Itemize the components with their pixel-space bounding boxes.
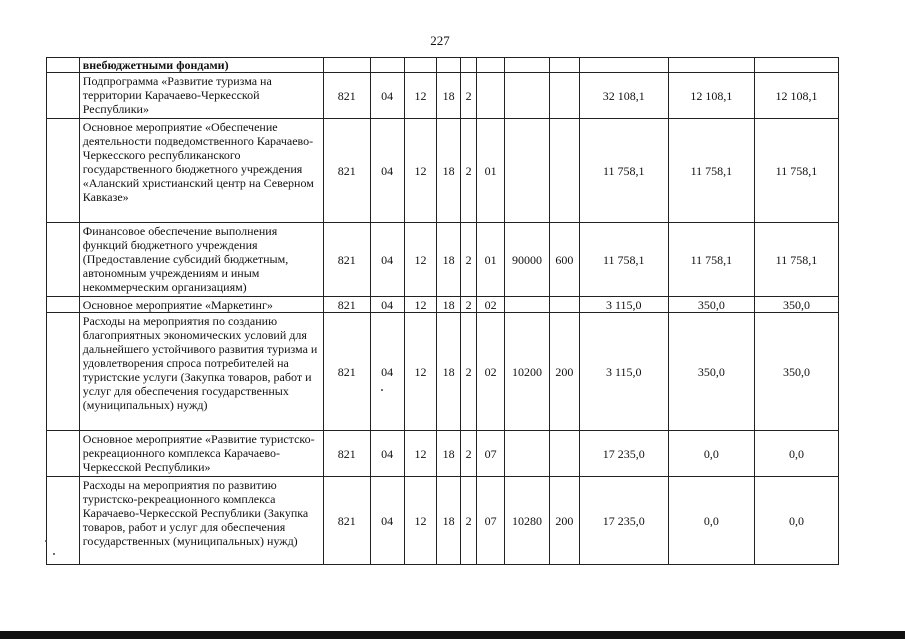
scan-speck [381,389,383,391]
row-name: Финансовое обеспечение выполнения функций бюджетного учреждения (Предоставление субсидий бюджетным, автономным учреждениям и иным некоммерческим организациям) [79,223,323,297]
program-code: 18 [437,119,461,223]
amount-year-1: 3 115,0 [579,313,668,431]
expense-type-code [550,119,580,223]
subprogram-code: 2 [460,477,476,565]
ministry-code: 821 [323,431,370,477]
blank-cell [47,477,80,565]
row-name: внебюджетными фондами) [79,58,323,73]
subsection-code: 12 [404,223,437,297]
table-row [47,297,839,313]
blank-cell [47,297,80,313]
amount-year-1: 11 758,1 [579,119,668,223]
expense-type-code: 600 [550,223,580,297]
row-name: Основное мероприятие «Маркетинг» [79,297,323,313]
ministry-code: 821 [323,119,370,223]
expense-type-code [550,297,580,313]
amount-year-2: 11 758,1 [668,223,754,297]
ministry-code: 821 [323,297,370,313]
amount-year-3: 11 758,1 [754,223,838,297]
amount-year-2 [668,58,754,73]
amount-year-1: 17 235,0 [579,477,668,565]
program-code: 18 [437,477,461,565]
subsection-code: 12 [404,313,437,431]
blank-cell [47,119,80,223]
section-code: 04 [370,73,404,119]
subprogram-code [460,58,476,73]
program-code: 18 [437,223,461,297]
section-code [370,58,404,73]
ministry-code: 821 [323,223,370,297]
subprogram-code: 2 [460,313,476,431]
program-code: 18 [437,313,461,431]
row-name: Расходы на мероприятия по созданию благоприятных экономических условий для дальнейшего устойчивого развития туризма и удовлетворения спроса потребителей на туристские услуги (Закупка товаров, работ и услуг для обеспечения государственных (муниципальных) нужд) [79,313,323,431]
section-code: 04 [370,297,404,313]
amount-year-1: 3 115,0 [579,297,668,313]
activity-code: 01 [477,119,505,223]
amount-year-1: 11 758,1 [579,223,668,297]
blank-cell [47,58,80,73]
amount-year-2: 0,0 [668,431,754,477]
table-row [47,73,839,119]
ministry-code: 821 [323,73,370,119]
section-code: 04 [370,477,404,565]
direction-code: 90000 [504,223,549,297]
activity-code [477,73,505,119]
row-name: Расходы на мероприятия по развитию туристско-рекреационного комплекса Карачаево-Черкесской Республики (Закупка товаров, работ и услуг для обеспечения государственных (муниципальных) нужд) [79,477,323,565]
subprogram-code: 2 [460,119,476,223]
direction-code: 10280 [504,477,549,565]
program-code: 18 [437,297,461,313]
amount-year-3: 350,0 [754,297,838,313]
section-code: 04 [370,313,404,431]
program-code: 18 [437,73,461,119]
amount-year-2: 350,0 [668,297,754,313]
amount-year-1 [579,58,668,73]
subprogram-code: 2 [460,297,476,313]
activity-code: 01 [477,223,505,297]
subsection-code [404,58,437,73]
subprogram-code: 2 [460,431,476,477]
amount-year-2: 11 758,1 [668,119,754,223]
row-name: Подпрограмма «Развитие туризма на территории Карачаево-Черкесской Республики» [79,73,323,119]
table-row [47,58,839,73]
activity-code [477,58,505,73]
direction-code [504,119,549,223]
direction-code [504,297,549,313]
amount-year-2: 0,0 [668,477,754,565]
subprogram-code: 2 [460,223,476,297]
amount-year-3: 0,0 [754,477,838,565]
amount-year-2: 12 108,1 [668,73,754,119]
program-code [437,58,461,73]
scan-speck [45,540,47,542]
activity-code: 02 [477,297,505,313]
expense-type-code [550,58,580,73]
expense-type-code [550,431,580,477]
subsection-code: 12 [404,477,437,565]
budget-table [46,57,839,565]
subsection-code: 12 [404,297,437,313]
expense-type-code: 200 [550,313,580,431]
blank-cell [47,313,80,431]
section-code: 04 [370,223,404,297]
amount-year-3: 11 758,1 [754,119,838,223]
direction-code [504,431,549,477]
subsection-code: 12 [404,119,437,223]
amount-year-3: 0,0 [754,431,838,477]
amount-year-2: 350,0 [668,313,754,431]
ministry-code: 821 [323,313,370,431]
amount-year-3: 12 108,1 [754,73,838,119]
ministry-code [323,58,370,73]
amount-year-1: 17 235,0 [579,431,668,477]
amount-year-1: 32 108,1 [579,73,668,119]
direction-code [504,73,549,119]
expense-type-code [550,73,580,119]
blank-cell [47,73,80,119]
subsection-code: 12 [404,73,437,119]
expense-type-code: 200 [550,477,580,565]
program-code: 18 [437,431,461,477]
direction-code: 10200 [504,313,549,431]
table-row [47,313,839,431]
scan-speck [53,553,55,555]
amount-year-3: 350,0 [754,313,838,431]
row-name: Основное мероприятие «Развитие туристско-рекреационного комплекса Карачаево-Черкесской Республики» [79,431,323,477]
activity-code: 07 [477,477,505,565]
section-code: 04 [370,431,404,477]
subprogram-code: 2 [460,73,476,119]
row-name: Основное мероприятие «Обеспечение деятельности подведомственного Карачаево-Черкесского республиканского государственного бюджетного учреждения «Аланский христианский центр на Северном Кавказе» [79,119,323,223]
amount-year-3 [754,58,838,73]
table-row [47,431,839,477]
activity-code: 02 [477,313,505,431]
scan-edge [0,631,905,639]
subsection-code: 12 [404,431,437,477]
table-row [47,119,839,223]
table-row [47,477,839,565]
blank-cell [47,223,80,297]
table-row [47,223,839,297]
section-code: 04 [370,119,404,223]
ministry-code: 821 [323,477,370,565]
direction-code [504,58,549,73]
page-number: 227 [430,33,450,48]
blank-cell [47,431,80,477]
activity-code: 07 [477,431,505,477]
